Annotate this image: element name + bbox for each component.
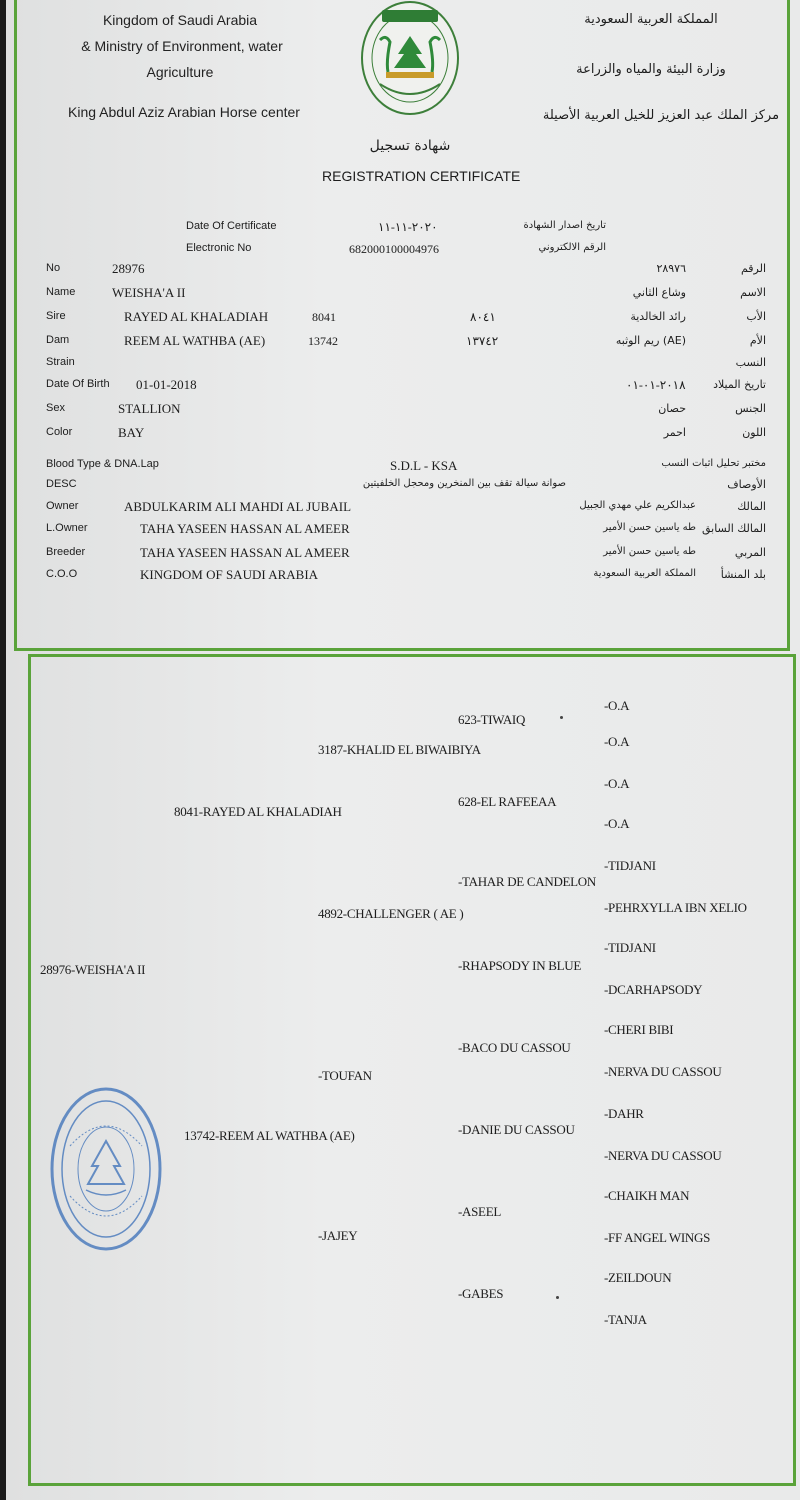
pedigree-ancestor: -CHERI BIBI	[604, 1022, 674, 1037]
pedigree-ancestor: -TIDJANI	[604, 858, 656, 873]
field-value: RAYED AL KHALADIAH	[124, 309, 269, 324]
pedigree-ancestor: -O.A	[604, 698, 630, 713]
header-en-line1: Kingdom of Saudi Arabia	[102, 12, 258, 28]
owner-value-ar: طه ياسين حسن الأمير	[603, 522, 696, 533]
pedigree-great-grandparent: -TAHAR DE CANDELON	[458, 874, 596, 889]
owner-label: Breeder	[46, 546, 86, 558]
pedigree-ancestor: -O.A	[604, 816, 630, 831]
owner-label-ar: بلد المنشأ	[720, 568, 766, 581]
pedigree-horse: 28976-WEISHA'A II	[40, 962, 146, 977]
field-value-ar: احمر	[663, 426, 686, 439]
field-value-ar: رائد الخالدية	[630, 310, 686, 323]
field-label-ar: تاريخ الميلاد	[713, 378, 766, 391]
owner-label: Owner	[46, 500, 79, 512]
pedigree-great-grandparent: -RHAPSODY IN BLUE	[458, 958, 581, 973]
header-en-line2: & Ministry of Environment, water	[81, 38, 283, 54]
field-value: 28976	[112, 261, 145, 276]
dam-number-ar: ١٣٧٤٢	[466, 334, 499, 348]
pedigree-ancestor: -TIDJANI	[604, 940, 656, 955]
field-value: REEM AL WATHBA (AE)	[124, 333, 266, 348]
field-value: 01-01-2018	[136, 377, 197, 392]
field-value-ar: ٢٨٩٧٦	[656, 262, 686, 275]
blood-label-ar: مختبر تحليل اثبات النسب	[661, 458, 766, 469]
pedigree-grandparent: 4892-CHALLENGER ( AE )	[318, 906, 464, 921]
header-ar-line2: وزارة البيئة والمياه والزراعة	[576, 62, 726, 77]
field-value: STALLION	[118, 401, 181, 416]
pedigree-dam: 13742-REEM AL WATHBA (AE)	[184, 1128, 355, 1143]
pedigree-great-grandparent: -BACO DU CASSOU	[458, 1040, 571, 1055]
field-label: Date Of Birth	[46, 378, 110, 390]
pedigree-ancestor: -NERVA DU CASSOU	[604, 1064, 722, 1079]
owner-label: L.Owner	[46, 522, 88, 534]
field-value-ar: (AE) ريم الوثبه	[615, 334, 686, 347]
field-label-ar: الاسم	[740, 286, 766, 299]
field-label-ar: الأب	[746, 310, 766, 323]
field-label: Name	[46, 286, 76, 298]
field-label-ar: اللون	[742, 426, 766, 439]
certificate-page	[6, 0, 800, 1500]
pedigree-ancestor: -FF ANGEL WINGS	[604, 1230, 711, 1245]
field-label-ar: الرقم	[740, 262, 766, 275]
field-label-ar: الجنس	[735, 402, 766, 415]
field-label-ar: الأم	[749, 334, 766, 347]
field-value: WEISHA'A II	[112, 285, 186, 300]
date-label: Date Of Certificate	[186, 220, 277, 232]
field-value-ar: ٢٠١٨-٠١-٠١	[626, 378, 686, 392]
pedigree-ancestor: -PEHRXYLLA IBN XELIO	[604, 900, 747, 915]
pedigree-great-grandparent: 623-TIWAIQ	[458, 712, 526, 727]
ministry-logo	[356, 0, 464, 132]
field-label: No	[46, 262, 61, 274]
sire-number-ar: ٨٠٤١	[470, 310, 496, 324]
field-value: BAY	[118, 425, 145, 440]
pedigree-sire: 8041-RAYED AL KHALADIAH	[174, 804, 342, 819]
owner-value: TAHA YASEEN HASSAN AL AMEER	[140, 545, 350, 560]
header-ar-line1: المملكة العربية السعودية	[584, 12, 718, 27]
owner-label-ar: المالك السابق	[701, 522, 766, 535]
sire-number: 8041	[312, 310, 336, 324]
pedigree-great-grandparent: -GABES	[458, 1286, 504, 1301]
desc-label: DESC	[46, 478, 77, 490]
date-value: ٢٠٢٠-١١-١١	[378, 220, 438, 234]
pedigree-ancestor: -O.A	[604, 776, 630, 791]
owner-value: KINGDOM OF SAUDI ARABIA	[140, 567, 319, 582]
date-label-ar: تاريخ اصدار الشهادة	[523, 220, 606, 231]
pedigree-great-grandparent: -DANIE DU CASSOU	[458, 1122, 575, 1137]
owner-value-ar: عبدالكريم علي مهدي الجبيل	[579, 500, 696, 511]
pedigree-grandparent: 3187-KHALID EL BIWAIBIYA	[318, 742, 481, 757]
pedigree-grandparent: -JAJEY	[318, 1228, 358, 1243]
field-label: Sex	[46, 402, 65, 414]
pedigree-great-grandparent: 628-EL RAFEEAA	[458, 794, 557, 809]
dot-mark	[556, 1296, 559, 1299]
field-label: Strain	[46, 356, 75, 368]
header-en-center: King Abdul Aziz Arabian Horse center	[68, 104, 300, 120]
owner-label-ar: المالك	[737, 500, 766, 513]
dam-number: 13742	[308, 334, 338, 348]
electronic-label: Electronic No	[186, 242, 252, 254]
field-label-ar: النسب	[735, 356, 766, 369]
pedigree-ancestor: -DCARHAPSODY	[604, 982, 703, 997]
dot-mark	[560, 716, 563, 719]
owner-value: ABDULKARIM ALI MAHDI AL JUBAIL	[124, 499, 352, 514]
header-en-line3: Agriculture	[146, 64, 214, 80]
owner-value: TAHA YASEEN HASSAN AL AMEER	[140, 521, 350, 536]
field-label: Dam	[46, 334, 70, 346]
pedigree-great-grandparent: -ASEEL	[458, 1204, 501, 1219]
official-seal-stamp	[48, 1086, 164, 1252]
owner-value-ar: طه ياسين حسن الأمير	[603, 546, 696, 557]
owner-value-ar: المملكة العربية السعودية	[593, 568, 696, 579]
field-label: Color	[46, 426, 73, 438]
pedigree-ancestor: -DAHR	[604, 1106, 644, 1121]
pedigree-ancestor: -NERVA DU CASSOU	[604, 1148, 722, 1163]
electronic-label-ar: الرقم الالكتروني	[538, 242, 606, 253]
field-value-ar: وشاع الثاني	[632, 286, 686, 299]
title-arabic: شهادة تسجيل	[369, 138, 451, 154]
field-label: Sire	[46, 310, 66, 322]
owner-label: C.O.O	[46, 568, 78, 580]
desc-label-ar: الأوصاف	[727, 478, 766, 491]
blood-label: Blood Type & DNA.Lap	[46, 458, 159, 470]
pedigree-ancestor: -ZEILDOUN	[604, 1270, 672, 1285]
desc-value-ar: صوانة سيالة تقف بين المنخرين ومحجل الخلفيتين	[362, 478, 566, 489]
pedigree-ancestor: -O.A	[604, 734, 630, 749]
pedigree-grandparent: -TOUFAN	[318, 1068, 372, 1083]
electronic-value: 682000100004976	[349, 242, 439, 256]
owner-label-ar: المربي	[734, 546, 766, 559]
field-value-ar: حصان	[658, 402, 686, 415]
pedigree-ancestor: -CHAIKH MAN	[604, 1188, 690, 1203]
header-ar-center: مركز الملك عبد العزيز للخيل العربية الأصيلة	[542, 108, 780, 123]
title-english: REGISTRATION CERTIFICATE	[322, 168, 521, 184]
blood-value: S.D.L - KSA	[390, 458, 458, 473]
pedigree-ancestor: -TANJA	[604, 1312, 647, 1327]
